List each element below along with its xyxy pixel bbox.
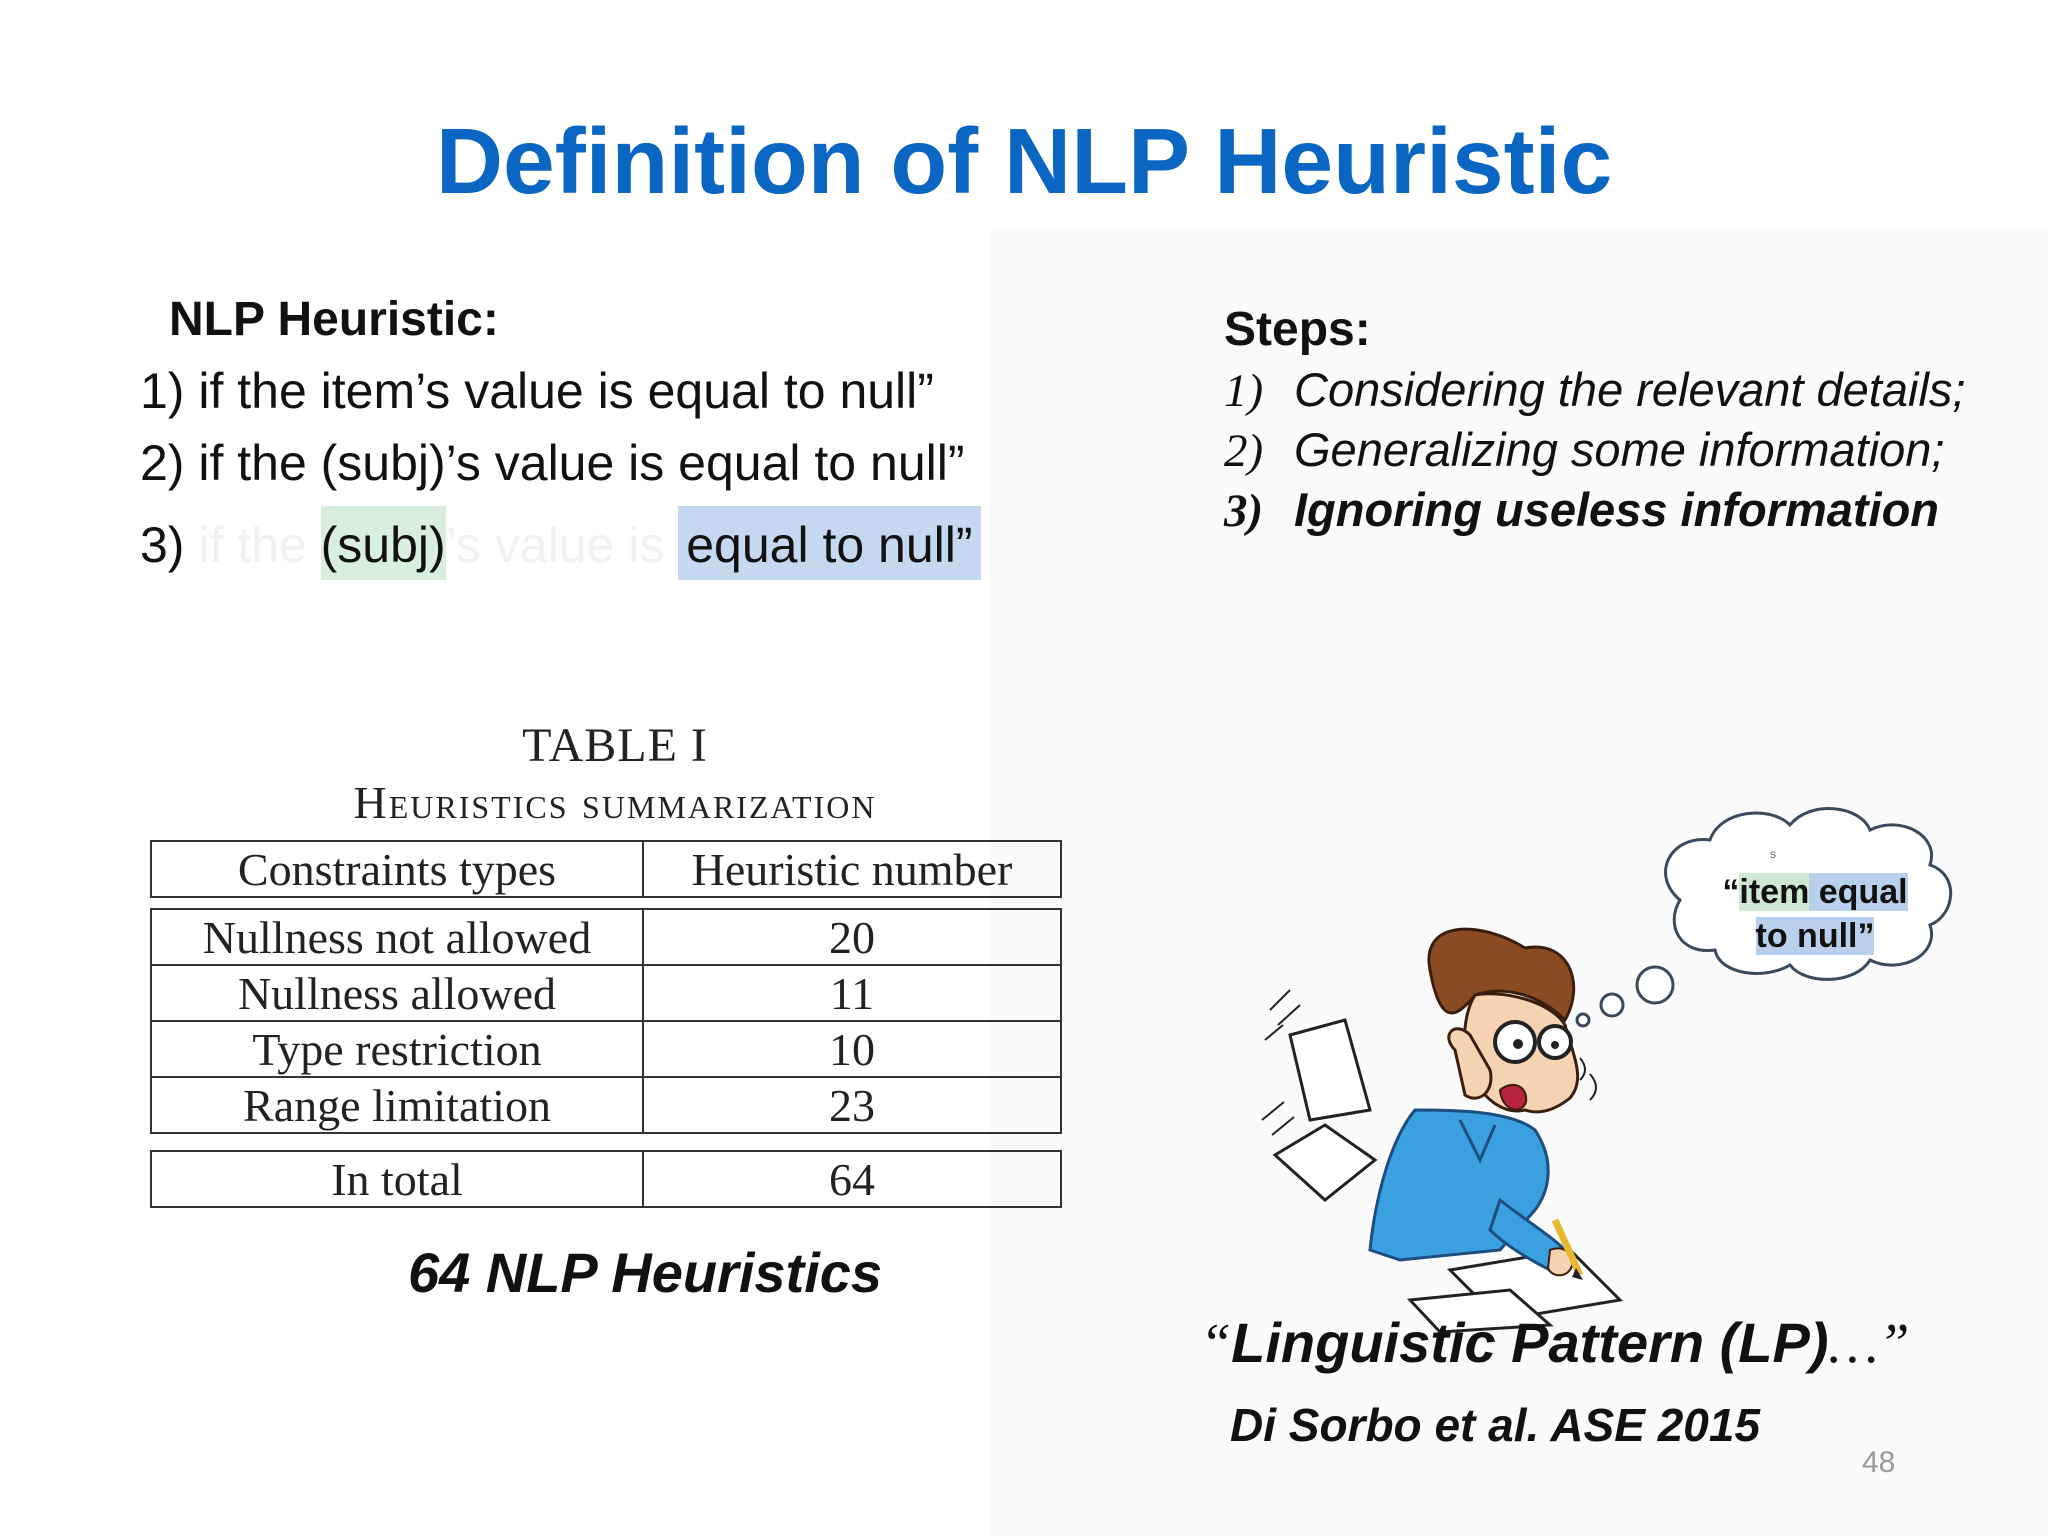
kept-phrase-highlight: equal to null”: [678, 506, 980, 580]
step-item: [1224, 482, 1939, 538]
table-cell: 10: [643, 1021, 1061, 1077]
table-row: [151, 1077, 1061, 1133]
slide-title: Definition of NLP Heuristic: [435, 109, 1613, 213]
table-total: [150, 1150, 1062, 1208]
heuristic-line-3-number: 3): [140, 517, 185, 573]
steps-heading: Steps:: [1224, 303, 1371, 356]
summary-text: 64 NLP Heuristics: [407, 1241, 883, 1304]
step-text: Generalizing some information;: [1294, 423, 1945, 476]
svg-text:s: s: [1770, 847, 1776, 861]
step-number: 1): [1224, 365, 1264, 417]
table-row: [151, 965, 1061, 1021]
step-number: 2): [1224, 425, 1264, 477]
heuristic-line-3: [140, 506, 981, 580]
step-item: [1224, 422, 1944, 478]
thought-bubble-text: [1705, 870, 1925, 958]
heuristic-line-1: 1) if the item’s value is equal to null”: [140, 363, 934, 419]
table-row: [151, 841, 1061, 897]
table-cell: 11: [643, 965, 1061, 1021]
thought-line-2: [1705, 914, 1925, 958]
step-number: 3): [1224, 485, 1264, 537]
page-number: 48: [1862, 1446, 1896, 1479]
table-row: [151, 1151, 1061, 1207]
table-row: [151, 909, 1061, 965]
heuristic-heading: NLP Heuristic:: [169, 293, 499, 346]
table-cell: Range limitation: [151, 1077, 643, 1133]
item-highlight: item: [1739, 873, 1810, 911]
open-quote: “: [1722, 873, 1740, 911]
table-cell: In total: [151, 1151, 643, 1207]
table-cell: Nullness not allowed: [151, 909, 643, 965]
table-body: [150, 908, 1062, 1134]
table-header-cell: Constraints types: [151, 841, 643, 897]
table-subcaption: Heuristics summarization: [353, 777, 877, 828]
equal-highlight: equal: [1809, 873, 1908, 911]
table-cell: 23: [643, 1077, 1061, 1133]
faded-text: ’s value is: [445, 517, 679, 573]
subj-highlight: (subj): [321, 506, 446, 580]
open-quote: “: [1200, 1313, 1232, 1375]
citation: Di Sorbo et al. ASE 2015: [1230, 1399, 1761, 1451]
table-cell: 64: [643, 1151, 1061, 1207]
thought-line-1: [1705, 870, 1925, 914]
step-text: Considering the relevant details;: [1294, 363, 1966, 416]
to-null-highlight: to null”: [1755, 917, 1875, 955]
table-header: [150, 840, 1062, 898]
linguistic-pattern-label: [1200, 1310, 1909, 1376]
table-cell: Type restriction: [151, 1021, 643, 1077]
step-item: [1224, 362, 1965, 418]
table-cell: Nullness allowed: [151, 965, 643, 1021]
table-cell: 20: [643, 909, 1061, 965]
step-text: Ignoring useless information: [1294, 483, 1940, 536]
heuristic-line-2: 2) if the (subj)’s value is equal to null”: [140, 435, 965, 491]
thinking-person-illustration: [1250, 780, 1970, 1340]
linguistic-pattern-text: Linguistic Pattern (LP): [1231, 1311, 1829, 1374]
table-row: [151, 1021, 1061, 1077]
close-quote: …”: [1828, 1313, 1910, 1375]
table-caption: TABLE I: [522, 719, 708, 772]
table-header-cell: Heuristic number: [643, 841, 1061, 897]
faded-text: if the: [184, 517, 321, 573]
